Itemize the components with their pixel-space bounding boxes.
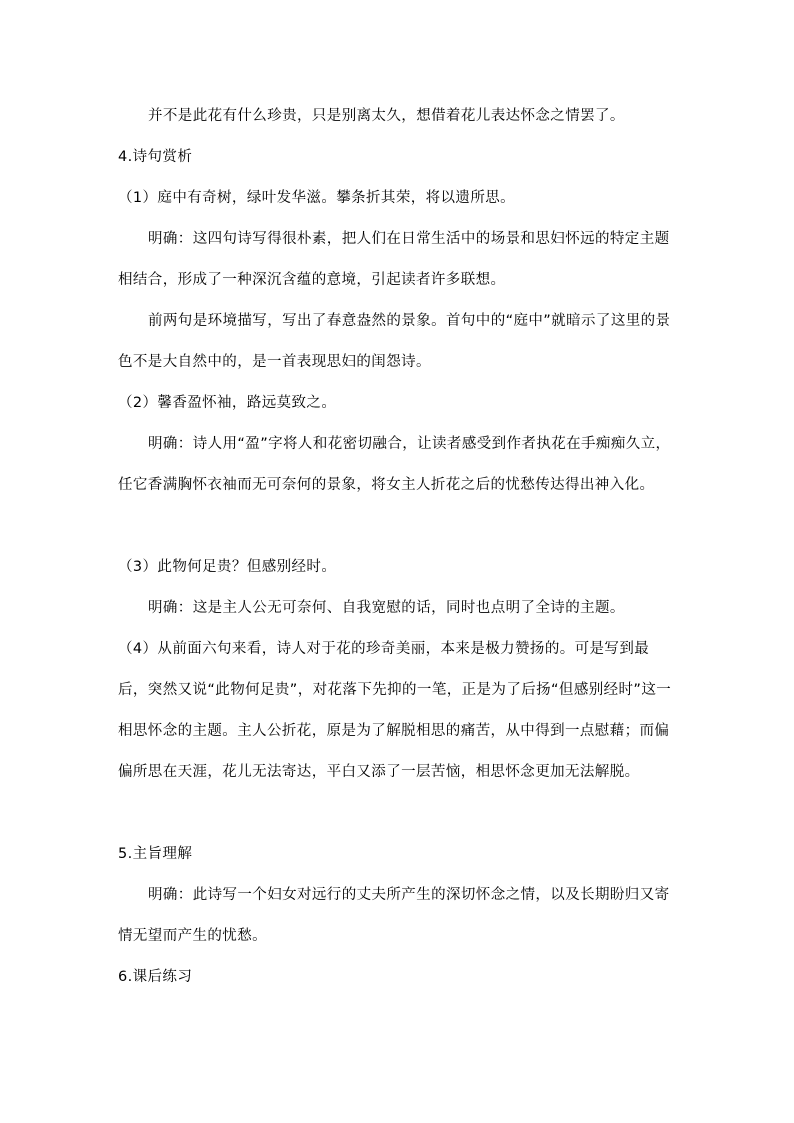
question-4: （4）从前面六句来看，诗人对于花的珍奇美丽，本来是极力赞扬的。可是写到最后，突然又说“此物何足贵”，对花落下先抑的一笔，正是为了后扬“但感别经时”这一相思怀念的主题。主人公折花，原是为了解脱相思的痛苦，从中得到一点慰藉；而偏偏所思在天涯，花儿无法寄达，平白又添了一层苦恼，相思怀念更加无法解脱。: [118, 641, 672, 780]
paragraph-intro: 并不是此花有什么珍贵，只是别离太久，想借着花儿表达怀念之情罢了。: [148, 108, 625, 124]
section-heading-6: 6.课后练习: [118, 969, 193, 985]
section-heading-5: 5.主旨理解: [118, 846, 193, 862]
answer-1a: 明确：这四句诗写得很朴素，把人们在日常生活中的场景和思妇怀远的特定主题相结合，形成了一种深沉含蕴的意境，引起读者许多联想。: [118, 231, 670, 288]
question-2: （2）馨香盈怀袖，路远莫致之。: [118, 395, 337, 411]
answer-5: 明确：此诗写一个妇女对远行的丈夫所产生的深切怀念之情，以及长期盼归又寄情无望而产生的忧愁。: [118, 887, 670, 944]
question-3: （3）此物何足贵？但感别经时。: [118, 559, 337, 575]
question-1: （1）庭中有奇树，绿叶发华滋。攀条折其荣，将以遗所思。: [118, 190, 516, 206]
answer-2: 明确：诗人用“盈”字将人和花密切融合，让读者感受到作者执花在手痴痴久立，任它香满胸怀衣袖而无可奈何的景象，将女主人折花之后的忧愁传达得出神入化。: [118, 436, 671, 493]
section-heading-4: 4.诗句赏析: [118, 149, 193, 165]
answer-1b: 前两句是环境描写，写出了春意盎然的景象。首句中的“庭中”就暗示了这里的景色不是大自然中的，是一首表现思妇的闺怨诗。: [118, 313, 671, 370]
answer-3: 明确：这是主人公无可奈何、自我宽慰的话，同时也点明了全诗的主题。: [148, 600, 625, 616]
